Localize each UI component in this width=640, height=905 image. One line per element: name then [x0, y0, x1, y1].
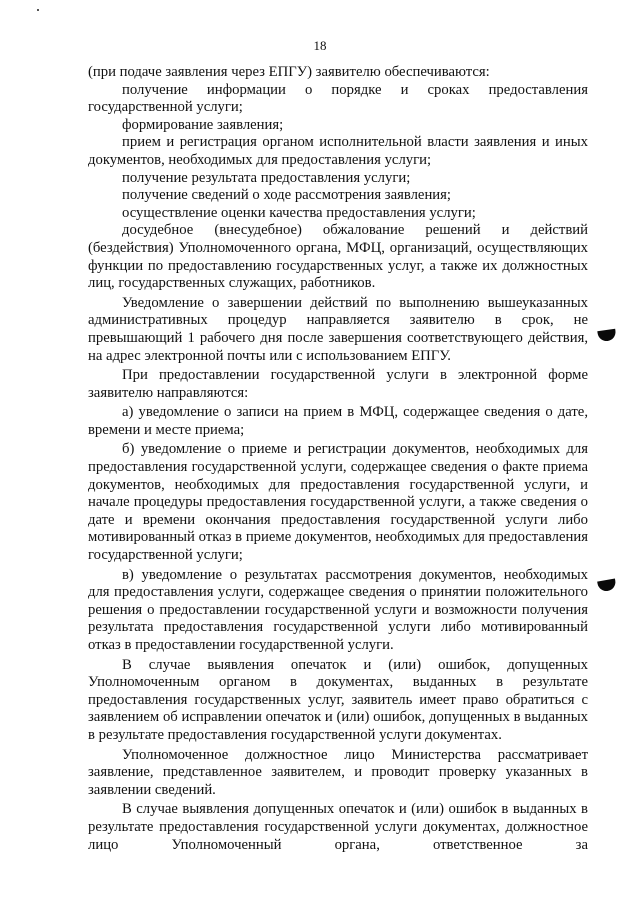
list-item: формирование заявления;: [122, 116, 284, 133]
paragraph: Уполномоченное должностное лицо Министерства рассматривает заявление, представленное заявителем, и проводит проверку указанных в заявлении сведений.: [88, 746, 588, 798]
binder-hole-mark: [597, 329, 616, 342]
page-number: 18: [313, 38, 327, 53]
list-item: получение информации о порядке и сроках предоставления государственной услуги;: [88, 81, 588, 116]
list-item: а) уведомление о записи на прием в МФЦ, содержащее сведения о дате, времени и месте приема;: [88, 404, 588, 438]
paragraph: (при подаче заявления через ЕПГУ) заявителю обеспечиваются:: [88, 64, 490, 80]
scan-speck: [37, 9, 39, 11]
list-item: досудебное (внесудебное) обжалование решений и действий (бездействия) Уполномоченного органа, МФЦ, организаций, осуществляющих функции по предоставлению государственных услуг, а также их должностных лиц, государственных служащих, работников.: [88, 222, 588, 292]
list-item: осуществление оценки качества предоставления услуги;: [122, 204, 476, 221]
paragraph: В случае выявления допущенных опечаток и (или) ошибок в выданных в результате предоставления государственной услуги документах, должностное лицо Уполномоченный органа, ответственное за: [88, 801, 588, 853]
paragraph: В случае выявления опечаток и (или) ошибок, допущенных Уполномоченным органом в документах, выданных в результате предоставления государственных услуг, заявитель имеет право обратиться с заявлением об исправлении опечаток и (или) ошибок, допущенных в выданных в результате предоставления государственной услуги документах.: [88, 656, 588, 743]
paragraph: Уведомление о завершении действий по выполнению вышеуказанных административных процедур направляется заявителю в срок, не превышающий 1 рабочего дня после завершения соответствующего действия, на адрес электронной почты или с использованием ЕПГУ.: [88, 294, 588, 364]
binder-hole-mark: [597, 579, 617, 593]
list-item: б) уведомление о приеме и регистрации документов, необходимых для предоставления государственной услуги, содержащее сведения о факте приема документов, необходимых для предоставления государственной услуги, и начале процедуры предоставления государственной услуги, а также сведения о дате и времени окончания предоставления государственной услуги либо мотивированный отказ в приеме документов, необходимых для предоставления государственной услуги;: [88, 441, 588, 564]
document-body: [88, 64, 588, 854]
list-item: прием и регистрация органом исполнительной власти заявления и иных документов, необходимых для предоставления услуги;: [88, 134, 588, 168]
list-item: получение результата предоставления услуги;: [122, 169, 411, 186]
list-item: в) уведомление о результатах рассмотрения документов, необходимых для предоставления услуги, содержащее сведения о принятии положительного решения о предоставлении государственной услуги и возможности получения результата предоставления государственной услуги либо мотивированный отказ в предоставлении государственной услуги.: [88, 566, 588, 653]
paragraph: При предоставлении государственной услуги в электронной форме заявителю направляются:: [88, 367, 588, 401]
list-item: получение сведений о ходе рассмотрения заявления;: [122, 187, 451, 204]
